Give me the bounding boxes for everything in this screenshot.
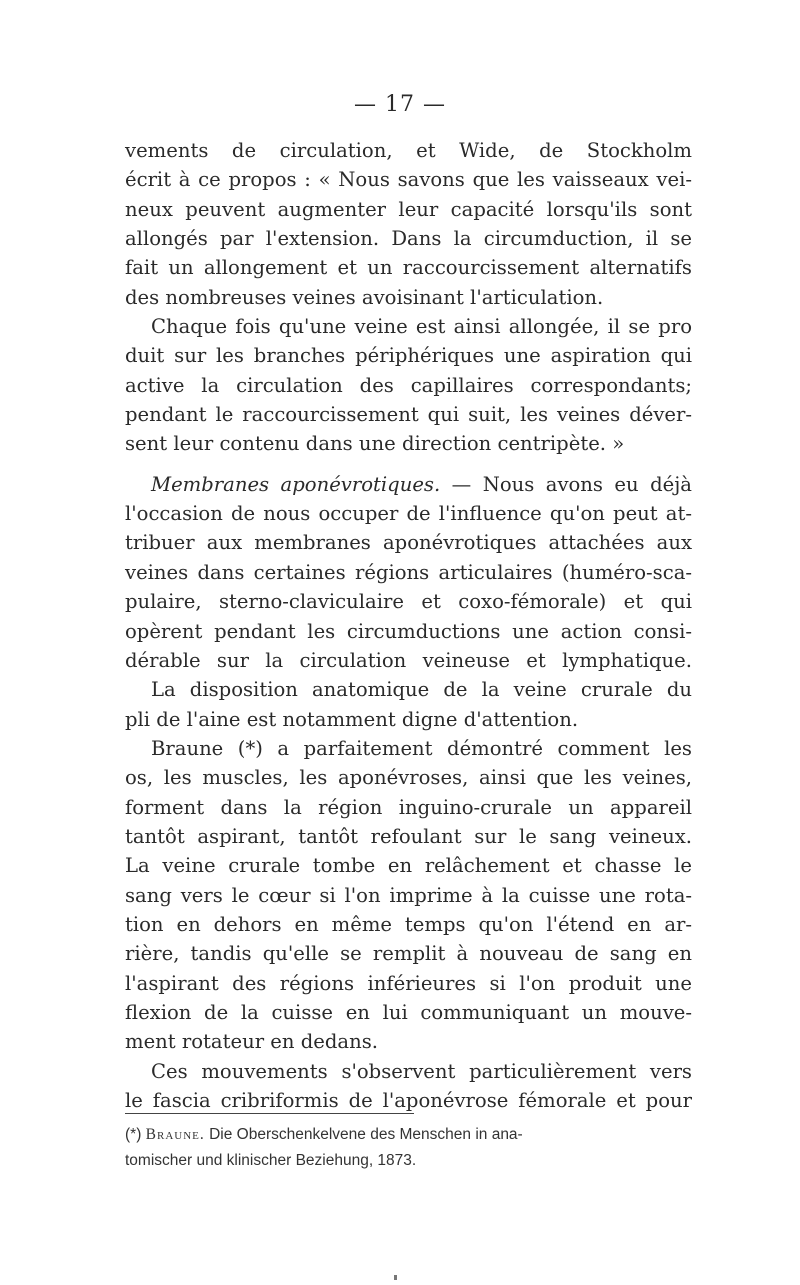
text-line: écrit à ce propos : « Nous savons que les vaisseaux vei- <box>125 168 692 192</box>
text-line: vements de circulation, et Wide, de Stockholm <box>125 139 692 162</box>
footnote-author: Braune. <box>145 1126 205 1143</box>
footnote-line: tomischer und klinischer Beziehung, 1873. <box>125 1152 417 1169</box>
text-line <box>125 470 692 499</box>
footnote-divider <box>125 1113 414 1114</box>
text-line: Chaque fois qu'une veine est ainsi allongée, il se pro <box>151 315 692 339</box>
text-line: l'aspirant des régions inférieures si l'on produit une <box>125 971 692 995</box>
text-line: pendant le raccourcissement qui suit, les veines déver- <box>125 403 692 427</box>
text-line: pulaire, sterno-claviculaire et coxo-fémorale) et qui <box>125 590 692 614</box>
section-heading: Membranes aponévrotiques. <box>151 472 441 496</box>
text-line: allongés par l'extension. Dans la circumduction, il se <box>125 227 692 251</box>
text-line: duit sur les branches périphériques une aspiration qui <box>125 344 692 368</box>
text-line: os, les muscles, les aponévroses, ainsi que les veines, <box>125 766 692 790</box>
text-line: forment dans la région inguino-crurale un appareil <box>125 795 692 819</box>
text-line: active la circulation des capillaires correspondants; <box>125 373 692 397</box>
text-line: des nombreuses veines avoisinant l'articulation. <box>125 285 604 309</box>
text-line: ment rotateur en dedans. <box>125 1030 379 1054</box>
text-line: Ces mouvements s'observent particulièrement vers <box>151 1059 692 1083</box>
text-line: La disposition anatomique de la veine crurale du <box>151 678 692 702</box>
text-line: pli de l'aine est notamment digne d'attention. <box>125 707 579 731</box>
text-line: La veine crurale tombe en relâchement et chasse le <box>125 854 692 878</box>
text-line: opèrent pendant les circumductions une action consi- <box>125 619 692 643</box>
text-line: sent leur contenu dans une direction centripète. » <box>125 432 625 456</box>
text-line: tantôt aspirant, tantôt refoulant sur le sang veineux. <box>125 824 692 848</box>
text-line: veines dans certaines régions articulaires (huméro-sca- <box>125 560 692 584</box>
footnote-line <box>125 1122 692 1148</box>
text-line: rière, tandis qu'elle se remplit à nouveau de sang en <box>125 942 692 966</box>
footnote <box>125 1122 692 1174</box>
text-line: tribuer aux membranes aponévrotiques attachées aux <box>125 531 692 555</box>
footnote-marker: (*) <box>125 1126 142 1143</box>
text-line: flexion de la cuisse en lui communiquant un mouve- <box>125 1000 692 1024</box>
paragraph-circulation-quote <box>125 136 692 459</box>
text-line: l'occasion de nous occuper de l'influence qu'on peut at- <box>125 502 692 526</box>
text-line: le fascia cribriformis de l'aponévrose fémorale et pour <box>125 1089 692 1112</box>
paragraph-membranes <box>125 470 692 1116</box>
text-line: tion en dehors en même temps qu'on l'étend en ar- <box>125 912 692 936</box>
body-text <box>125 136 692 1115</box>
footnote-title: Die Oberschenkelvene des Menschen in ana- <box>209 1126 523 1143</box>
text-line: neux peuvent augmenter leur capacité lorsqu'ils sont <box>125 197 692 221</box>
text-fragment: — Nous avons eu déjà <box>440 472 692 496</box>
text-line: sang vers le cœur si l'on imprime à la cuisse une rota- <box>125 883 692 907</box>
page-number: — 17 — <box>354 92 446 117</box>
print-speck <box>394 1275 397 1280</box>
text-line: dérable sur la circulation veineuse et lymphatique. <box>125 648 692 672</box>
text-line: fait un allongement et un raccourcissement alternatifs <box>125 256 692 280</box>
text-line: Braune (*) a parfaitement démontré comment les <box>151 736 692 760</box>
